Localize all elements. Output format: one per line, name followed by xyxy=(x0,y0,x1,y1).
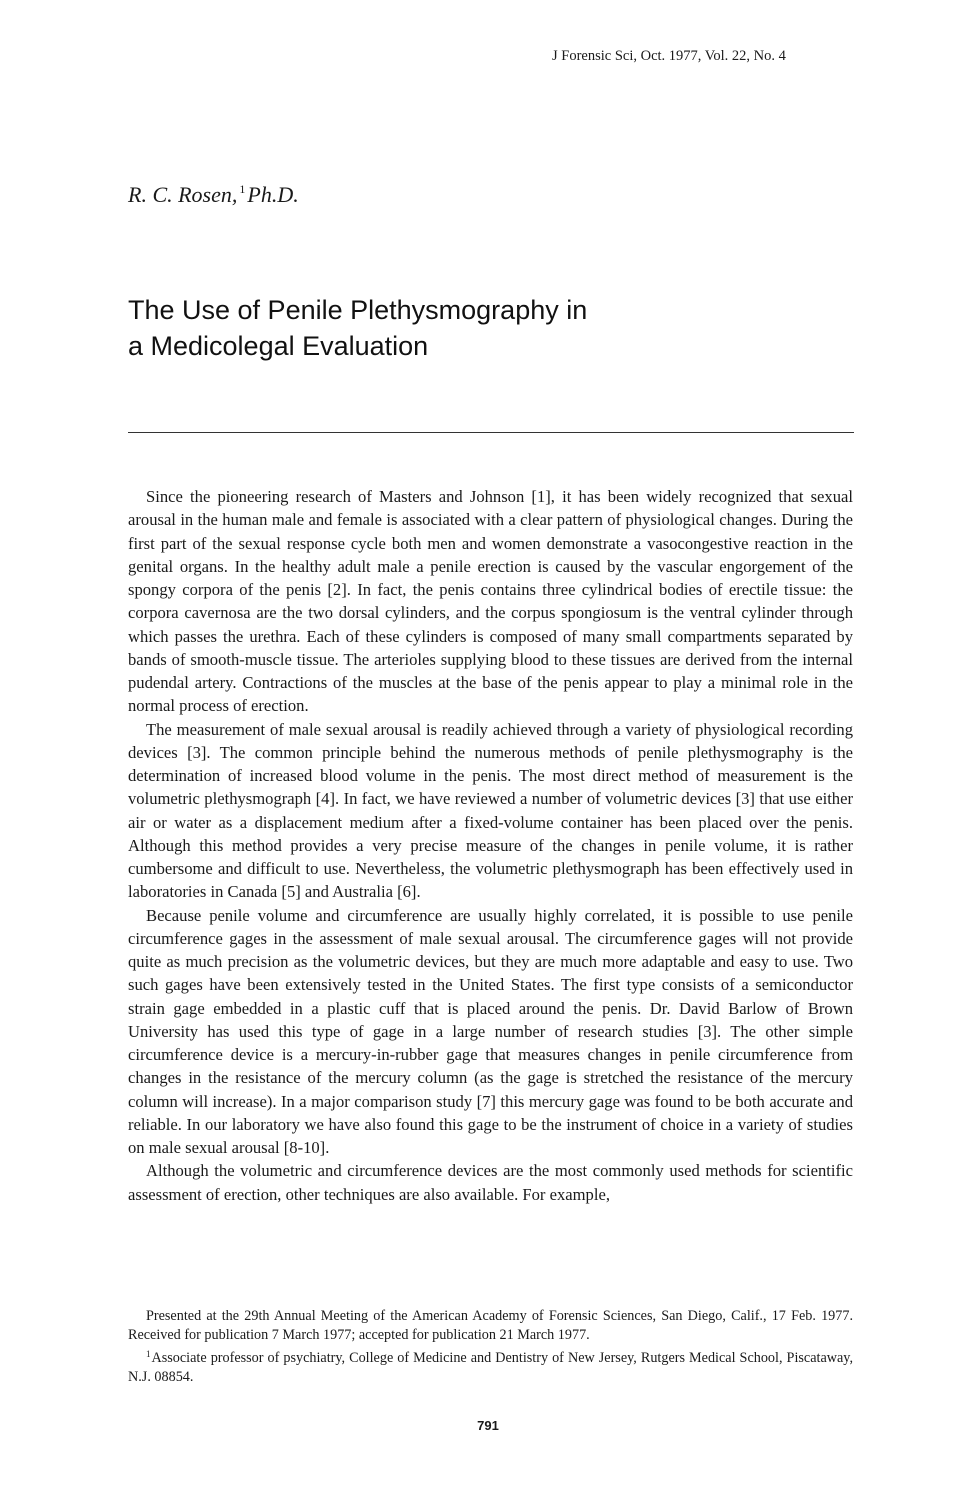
article-title xyxy=(128,292,828,364)
footnote-marker: 1 xyxy=(146,1349,151,1359)
author-footnote-marker: 1 xyxy=(239,182,246,196)
body-paragraph: The measurement of male sexual arousal is readily achieved through a variety of physiological recording devices [3]. The common principle behind the numerous methods of penile plethysmography is the determination of increased blood volume in the penis. The most direct method of measurement is the volumetric plethysmograph [4]. In fact, we have reviewed a number of volumetric devices [3] that use either air or water as a displacement medium after a fixed-volume container has been placed over the penis. Although this method provides a very precise measure of the changes in penile volume, it is rather cumbersome and difficult to use. Nevertheless, the volumetric plethysmograph has been effectively used in laboratories in Canada [5] and Australia [6]. xyxy=(128,719,853,902)
running-header: J Forensic Sci, Oct. 1977, Vol. 22, No. 4 xyxy=(552,48,786,64)
footnote-affiliation xyxy=(128,1345,853,1387)
title-line-1: The Use of Penile Plethysmography in xyxy=(128,295,588,325)
body-paragraph: Although the volumetric and circumference devices are the most commonly used methods for scientific assessment of erection, other techniques are also available. For example, xyxy=(128,1161,853,1204)
body-paragraph: Since the pioneering research of Masters and Johnson [1], it has been widely recognized that sexual arousal in the human male and female is associated with a clear pattern of physiological changes. During the first part of the sexual response cycle both men and women demonstrate a vasocongestive reaction in the genital organs. In the healthy adult male a penile erection is caused by the vascular engorgement of the spongy corpora of the penis [2]. In fact, the penis contains three cylindrical bodies of erectile tissue: the corpora cavernosa are the two dorsal cylinders, and the corpus spongiosum is the ventral cylinder through which passes the urethra. Each of these cylinders is composed of many small compartments separated by bands of smooth-muscle tissue. The arterioles supplying blood to these tissues are derived from the internal pudendal artery. Contractions of the muscles at the base of the penis appear to play a minimal role in the normal process of erection. xyxy=(128,487,853,716)
footnote-affiliation-text: Associate professor of psychiatry, College of Medicine and Dentistry of New Jersey, Rutgers Medical School, Piscataway, N.J. 08854. xyxy=(128,1350,853,1385)
title-divider xyxy=(128,432,854,433)
footnote-presented: Presented at the 29th Annual Meeting of the American Academy of Forensic Sciences, San Diego, Calif., 17 Feb. 1977. Received for publication 7 March 1977; accepted for publication 21 March 1977. xyxy=(128,1308,853,1343)
article-body xyxy=(128,485,853,1206)
author-name: R. C. Rosen, xyxy=(128,182,238,207)
title-line-2: a Medicolegal Evaluation xyxy=(128,331,429,361)
body-paragraph: Because penile volume and circumference are usually highly correlated, it is possible to use penile circumference gages in the assessment of male sexual arousal. The circumference gages will not provide quite as much precision as the volumetric devices, but they are much more adaptable and easy to use. Two such gages have been extensively tested in the United States. The first type consists of a semiconductor strain gage embedded in a plastic cuff that is placed around the penis. Dr. David Barlow of Brown University has used this type of gage in a large number of research studies [3]. The other simple circumference device is a mercury-in-rubber gage that measures changes in penile circumference from changes in the resistance of the mercury column (as the gage is stretched the resistance of the mercury column will increase). In a major comparison study [7] this mercury gage was found to be both accurate and reliable. In our laboratory we have also found this gage to be the instrument of choice in a variety of studies on male sexual arousal [8-10]. xyxy=(128,905,853,1157)
author-degree: Ph.D. xyxy=(247,182,299,207)
author-line xyxy=(128,182,299,208)
page-number: 791 xyxy=(477,1418,499,1433)
footnotes xyxy=(128,1307,853,1387)
